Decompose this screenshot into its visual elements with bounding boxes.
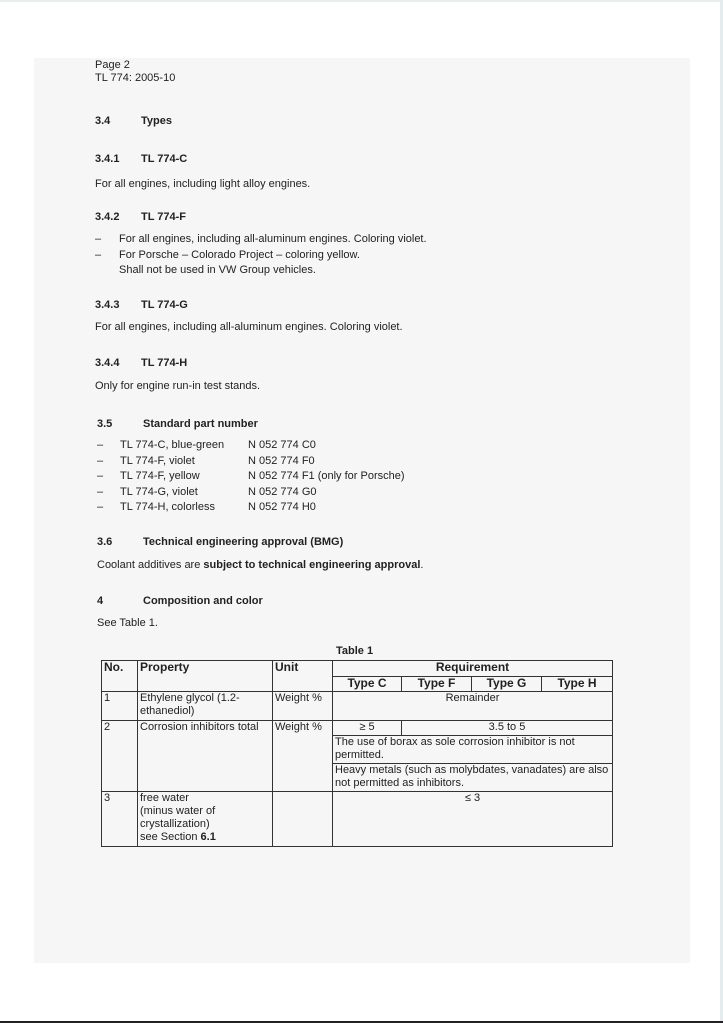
section-title: Types	[141, 115, 172, 127]
document-id: TL 774: 2005-10	[95, 72, 176, 84]
body-text: Coolant additives are	[97, 559, 204, 571]
header-property: Property	[138, 661, 273, 692]
section-body	[97, 559, 423, 571]
list-item: For Porsche – Colorado Project – coloring yellow.	[119, 249, 360, 261]
body-emphasis: subject to technical engineering approval	[203, 559, 421, 571]
bullet-dash: –	[97, 486, 104, 498]
property-line: free water	[140, 792, 189, 804]
list-note: Shall not be used in VW Group vehicles.	[119, 264, 316, 276]
part-number: N 052 774 C0	[248, 439, 316, 451]
part-number: N 052 774 G0	[248, 486, 317, 498]
header-requirement: Requirement	[333, 661, 613, 677]
header-type-c: Type C	[333, 677, 402, 692]
section-title: Standard part number	[143, 418, 258, 430]
reference-section: 6.1	[200, 831, 216, 843]
composition-table	[101, 660, 613, 847]
cell-property: Corrosion inhibitors total	[138, 721, 273, 792]
table-row	[102, 692, 613, 721]
section-body: For all engines, including all-aluminum engines. Coloring violet.	[95, 321, 403, 333]
section-number: 4	[97, 595, 104, 607]
reference-text: see Section	[140, 831, 201, 843]
table-caption: Table 1	[336, 645, 374, 657]
bullet-dash: –	[97, 501, 104, 513]
part-number: N 052 774 F0	[248, 455, 315, 467]
part-number: N 052 774 F1 (only for Porsche)	[248, 470, 405, 482]
part-name: TL 774-C, blue-green	[120, 439, 225, 451]
cell-property	[138, 792, 273, 847]
section-title: Technical engineering approval (BMG)	[143, 536, 344, 548]
section-title: TL 774-H	[141, 357, 188, 369]
cell-no: 2	[102, 721, 138, 792]
section-title: TL 774-G	[141, 299, 188, 311]
section-number: 3.4.1	[95, 153, 120, 165]
part-name: TL 774-G, violet	[120, 486, 198, 498]
cell-value: Remainder	[333, 692, 613, 721]
header-type-f: Type F	[402, 677, 472, 692]
part-name: TL 774-F, yellow	[120, 470, 200, 482]
property-line: (minus water of	[140, 805, 216, 817]
part-number: N 052 774 H0	[248, 501, 316, 513]
cell-no: 3	[102, 792, 138, 847]
bullet-dash: –	[95, 233, 102, 245]
cell-value-type-c: ≥ 5	[333, 721, 402, 736]
part-name: TL 774-H, colorless	[120, 501, 215, 513]
bullet-dash: –	[95, 249, 102, 261]
section-number: 3.6	[97, 536, 113, 548]
section-body: Only for engine run-in test stands.	[95, 380, 261, 392]
table-row	[102, 792, 613, 847]
section-number: 3.4.3	[95, 299, 120, 311]
section-body: For all engines, including light alloy engines.	[95, 178, 311, 190]
section-number: 3.4.2	[95, 211, 120, 223]
table-header-row	[102, 661, 613, 677]
bullet-dash: –	[97, 455, 104, 467]
body-text: .	[420, 559, 424, 571]
part-name: TL 774-F, violet	[120, 455, 195, 467]
cell-unit	[273, 792, 333, 847]
bullet-dash: –	[97, 470, 104, 482]
header-type-h: Type H	[542, 677, 613, 692]
header-unit: Unit	[273, 661, 333, 692]
section-number: 3.4	[95, 115, 111, 127]
section-title: TL 774-C	[141, 153, 188, 165]
section-number: 3.5	[97, 418, 113, 430]
table-row	[102, 721, 613, 736]
bullet-dash: –	[97, 439, 104, 451]
property-reference	[140, 831, 270, 844]
cell-value: ≤ 3	[333, 792, 613, 847]
section-title: Composition and color	[143, 595, 263, 607]
cell-property: Ethylene glycol (1.2-ethanediol)	[138, 692, 273, 721]
header-type-g: Type G	[472, 677, 542, 692]
page-number: Page 2	[95, 59, 130, 71]
cell-unit: Weight %	[273, 692, 333, 721]
section-number: 3.4.4	[95, 357, 120, 369]
cell-value-type-fgh: 3.5 to 5	[402, 721, 613, 736]
section-title: TL 774-F	[141, 211, 187, 223]
cell-note: The use of borax as sole corrosion inhibitor is not permitted.	[333, 736, 613, 764]
cell-no: 1	[102, 692, 138, 721]
cell-note: Heavy metals (such as molybdates, vanadates) are also not permitted as inhibitors.	[333, 764, 613, 792]
list-item: For all engines, including all-aluminum engines. Coloring violet.	[119, 233, 427, 245]
property-line: crystallization)	[140, 818, 210, 830]
cell-unit: Weight %	[273, 721, 333, 792]
header-no: No.	[102, 661, 138, 692]
section-body: See Table 1.	[97, 617, 158, 629]
